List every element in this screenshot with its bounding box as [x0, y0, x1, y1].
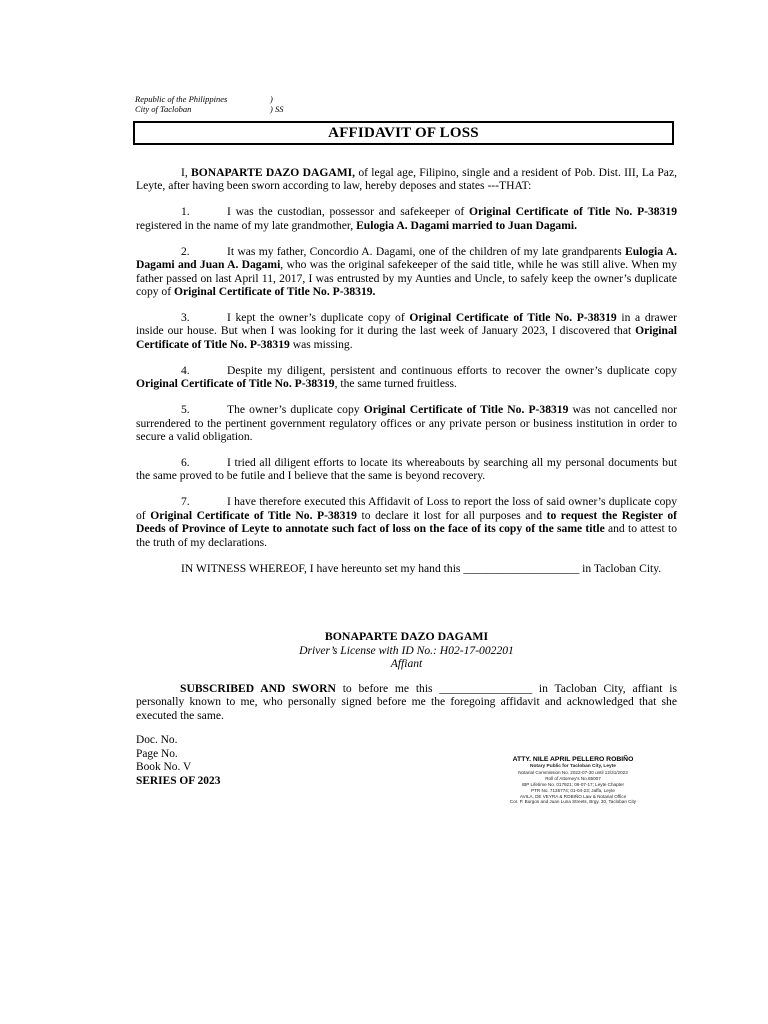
paragraph-6: 6. I tried all diligent efforts to locate its whereabouts by searching all my personal documents but the same proved to be futile and I believe that the same is beyond recovery. [136, 456, 677, 483]
paragraph-3: 3. I kept the owner’s duplicate copy of Original Certificate of Title No. P-38319 in a drawer inside our house. But when I was looking for it during the last week of January 2023, I discovered that Original Certificate of Title No. P-38319 was missing. [136, 311, 678, 351]
paragraph-number: 7. [181, 495, 190, 509]
venue-paren: ) [270, 94, 273, 104]
notary-ibp: IBP Lifetime No. 017921; 06-07-17; Leyte Chapter [521, 781, 625, 787]
paragraph-number: 3. [181, 311, 190, 325]
paragraph-1: 1. I was the custodian, possessor and safekeeper of Original Certificate of Title No. P-38319 registered in the name of my late grandmother, Eulogia A. Dagami married to Juan Dagami. [136, 205, 677, 232]
jurat-paragraph: SUBSCRIBED AND SWORN to before me this ________________ in Tacloban City, affiant is personally known to me, who personally signed before me the foregoing affidavit and acknowledged that she executed the same. [136, 682, 677, 722]
paragraph-number: 1. [181, 205, 190, 219]
venue-block [135, 94, 283, 114]
title-box [133, 121, 674, 145]
notary-block [496, 756, 650, 805]
notary-commission: Notarial Commission No. 2022-07-30 until 12/31/2023 [518, 769, 628, 775]
venue-ss: ) SS [270, 104, 284, 114]
intro-paragraph: I, BONAPARTE DAZO DAGAMI, of legal age, Filipino, single and a resident of Pob. Dist. III, La Paz, Leyte, after having been sworn according to law, hereby deposes and states ---THAT: [136, 166, 677, 193]
jurat-heading: SUBSCRIBED AND SWORN [180, 682, 336, 695]
book-number: Book No. V [136, 761, 192, 774]
affidavit-body [136, 166, 677, 588]
notarial-register [136, 734, 220, 788]
notary-address: Cor. P. Burgos and Juan Luna Streets, Brgy. 30, Tacloban City [509, 799, 637, 805]
notary-roll: Roll of Attorney's No.65007 [545, 775, 601, 781]
document-title: AFFIDAVIT OF LOSS [328, 124, 479, 141]
paragraph-4: 4. Despite my diligent, persistent and continuous efforts to recover the owner’s duplicate copy Original Certificate of Title No. P-38319, the same turned fruitless. [136, 363, 677, 391]
paragraph-5: 5. The owner’s duplicate copy Original Certificate of Title No. P-38319 was not cancelled nor surrendered to the pertinent government regulatory offices or any private person or business institution in order to secure a valid obligation. [136, 403, 677, 444]
venue-city: City of Tacloban [135, 104, 192, 114]
doc-number: Doc. No. [136, 734, 178, 746]
affiant-id: Driver’s License with ID No.: H02-17-002201 [299, 644, 514, 657]
paragraph-2: 2. It was my father, Concordio A. Dagami, one of the children of my late grandparents Eulogia A. Dagami and Juan A. Dagami, who was the original safekeeper of the said title, while he was still alive. When my father passed on last April 11, 2017, I was entrusted by my Aunties and Uncle, to safely keep the owner’s duplicate copy of Original Certificate of Title No. P-38319. [136, 244, 677, 299]
paragraph-number: 4. [181, 363, 190, 377]
notary-name: ATTY. NILE APRIL PELLERO ROBIÑO [512, 756, 634, 763]
notary-office: AVILA, DE VEYRA & ROBIÑO Law & Notarial Office [519, 793, 627, 799]
notary-ptr: PTR No. 7135774; 01-04-23; Jaffa, Leyte [531, 787, 615, 793]
affiant-role: Affiant [390, 657, 423, 670]
paragraph-7: 7. I have therefore executed this Affidavit of Loss to report the loss of said owner’s duplicate copy of Original Certificate of Title No. P-38319 to declare it lost for all purposes and to request the Register of Deeds of Province of Leyte to annotate such fact of loss on the face of its copy of the same title and to attest to the truth of my declarations. [136, 495, 677, 549]
jurat-date-blank: ________________ [439, 682, 533, 695]
affiant-name-inline: BONAPARTE DAZO DAGAMI, [191, 166, 356, 179]
witness-paragraph: IN WITNESS WHEREOF, I have hereunto set my hand this ____________________ in Tacloban City. [181, 561, 662, 575]
affiant-name: BONAPARTE DAZO DAGAMI [324, 629, 489, 643]
notary-title: Notary Public for Tacloban City, Leyte [530, 764, 616, 769]
series-year: SERIES OF 2023 [136, 774, 221, 787]
paragraph-number: 5. [181, 403, 190, 417]
paragraph-number: 2. [181, 244, 190, 258]
page-number: Page No. [136, 747, 178, 760]
venue-country: Republic of the Philippines [135, 94, 228, 104]
paragraph-number: 6. [181, 456, 190, 470]
date-blank: ____________________ [463, 561, 580, 575]
